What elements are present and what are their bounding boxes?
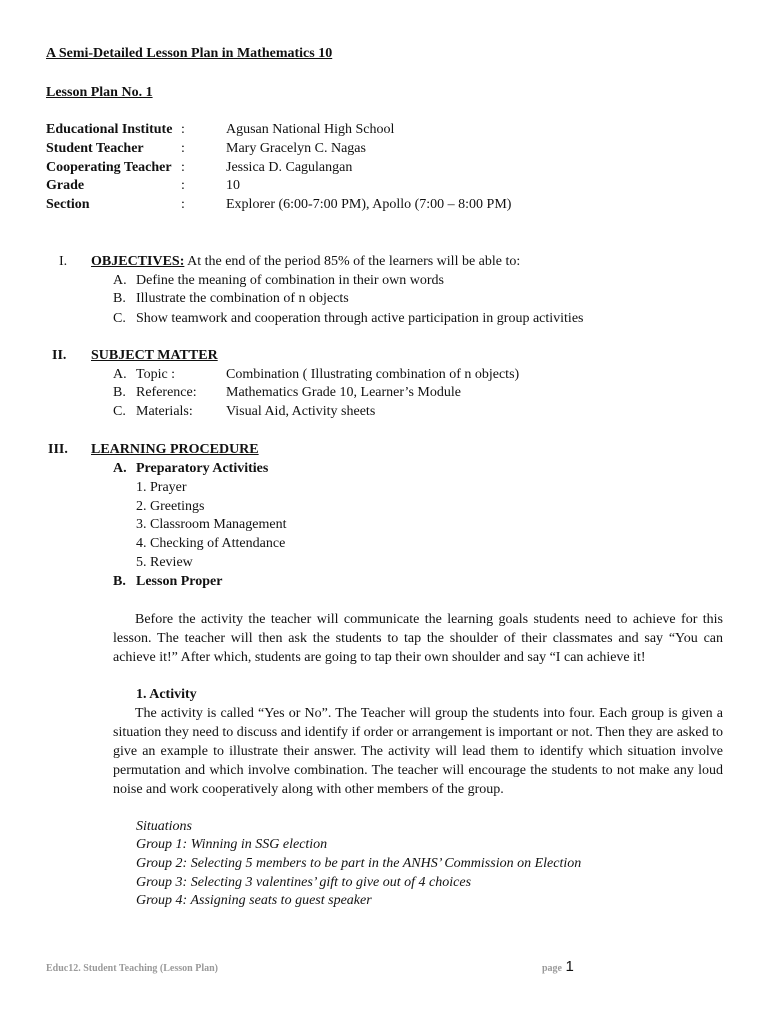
situation-item: Group 2: Selecting 5 members to be part in the ANHS’ Commission on Election xyxy=(136,856,582,871)
info-label: Grade xyxy=(46,178,85,193)
info-colon: : xyxy=(181,197,185,212)
situation-item: Group 3: Selecting 3 valentines’ gift to give out of 4 choices xyxy=(136,875,472,890)
list-letter: A. xyxy=(113,461,127,476)
subject-label: Topic : xyxy=(136,367,176,382)
document-title: A Semi-Detailed Lesson Plan in Mathematics 10 xyxy=(46,46,333,61)
info-colon: : xyxy=(181,122,185,137)
activity-paragraph: The activity is called “Yes or No”. The Teacher will group the students into four. Each group is given a situation they need to discuss and identify if order or arrangement is important or not. Then they are asked to give an example to illustrate their answer. The activity will lead them to identify which situation involve permutation and which involve combination. The teacher will encourage the students to not make any loud noise and work cooperatively along with other members of the group. xyxy=(113,706,723,797)
situation-item: Group 4: Assigning seats to guest speaker xyxy=(136,893,372,908)
info-colon: : xyxy=(181,178,185,193)
preparatory-item: 5. Review xyxy=(136,555,193,570)
info-value: 10 xyxy=(226,178,240,193)
info-colon: : xyxy=(181,160,185,175)
info-value: Explorer (6:00-7:00 PM), Apollo (7:00 – 8:00 PM) xyxy=(226,197,512,212)
subject-matter-heading: SUBJECT MATTER xyxy=(91,348,218,363)
activity-heading: 1. Activity xyxy=(136,687,197,702)
lesson-proper-heading: Lesson Proper xyxy=(136,574,223,589)
info-label: Educational Institute xyxy=(46,122,173,137)
info-value: Mary Gracelyn C. Nagas xyxy=(226,141,366,156)
objective-item: Define the meaning of combination in their own words xyxy=(136,273,444,288)
footer-page-label: page xyxy=(542,963,562,974)
list-letter: B. xyxy=(113,291,126,306)
list-letter: B. xyxy=(113,574,126,589)
info-value: Agusan National High School xyxy=(226,122,395,137)
preparatory-activities-heading: Preparatory Activities xyxy=(136,461,269,476)
footer-page xyxy=(542,958,574,978)
footer-page-number: 1 xyxy=(565,958,574,975)
intro-paragraph: Before the activity the teacher will communicate the learning goals students need to achieve for this lesson. The teacher will then ask the students to tap the shoulder of their classmates and say “You can achieve it!” After which, students are going to tap their own shoulder and say “I can achieve it! xyxy=(113,612,723,665)
objectives-heading-line xyxy=(91,253,520,271)
preparatory-item: 3. Classroom Management xyxy=(136,517,287,532)
info-value: Jessica D. Cagulangan xyxy=(226,160,353,175)
preparatory-item: 1. Prayer xyxy=(136,480,187,495)
lesson-plan-number: Lesson Plan No. 1 xyxy=(46,85,153,100)
list-letter: C. xyxy=(113,404,126,419)
situation-item: Group 1: Winning in SSG election xyxy=(136,837,328,852)
subject-label: Reference: xyxy=(136,385,197,400)
subject-label: Materials: xyxy=(136,404,193,419)
section-numeral: III. xyxy=(48,442,68,457)
preparatory-item: 2. Greetings xyxy=(136,499,205,514)
subject-value: Combination ( Illustrating combination of n objects) xyxy=(226,367,520,382)
footer-course: Educ12. Student Teaching (Lesson Plan) xyxy=(46,963,218,974)
objectives-heading: OBJECTIVES: xyxy=(91,254,185,269)
list-letter: B. xyxy=(113,385,126,400)
info-colon: : xyxy=(181,141,185,156)
section-numeral: I. xyxy=(59,254,68,269)
info-label: Section xyxy=(46,197,90,212)
list-letter: A. xyxy=(113,273,127,288)
objective-item: Illustrate the combination of n objects xyxy=(136,291,349,306)
info-label: Cooperating Teacher xyxy=(46,160,172,175)
objective-item: Show teamwork and cooperation through active participation in group activities xyxy=(136,311,584,326)
objectives-intro: At the end of the period 85% of the learners will be able to: xyxy=(187,254,521,269)
subject-value: Visual Aid, Activity sheets xyxy=(226,404,376,419)
list-letter: C. xyxy=(113,311,126,326)
learning-procedure-heading: LEARNING PROCEDURE xyxy=(91,442,259,457)
subject-value: Mathematics Grade 10, Learner’s Module xyxy=(226,385,461,400)
preparatory-item: 4. Checking of Attendance xyxy=(136,536,286,551)
info-label: Student Teacher xyxy=(46,141,144,156)
situations-heading: Situations xyxy=(136,819,193,834)
section-numeral: II. xyxy=(52,348,67,363)
list-letter: A. xyxy=(113,367,127,382)
